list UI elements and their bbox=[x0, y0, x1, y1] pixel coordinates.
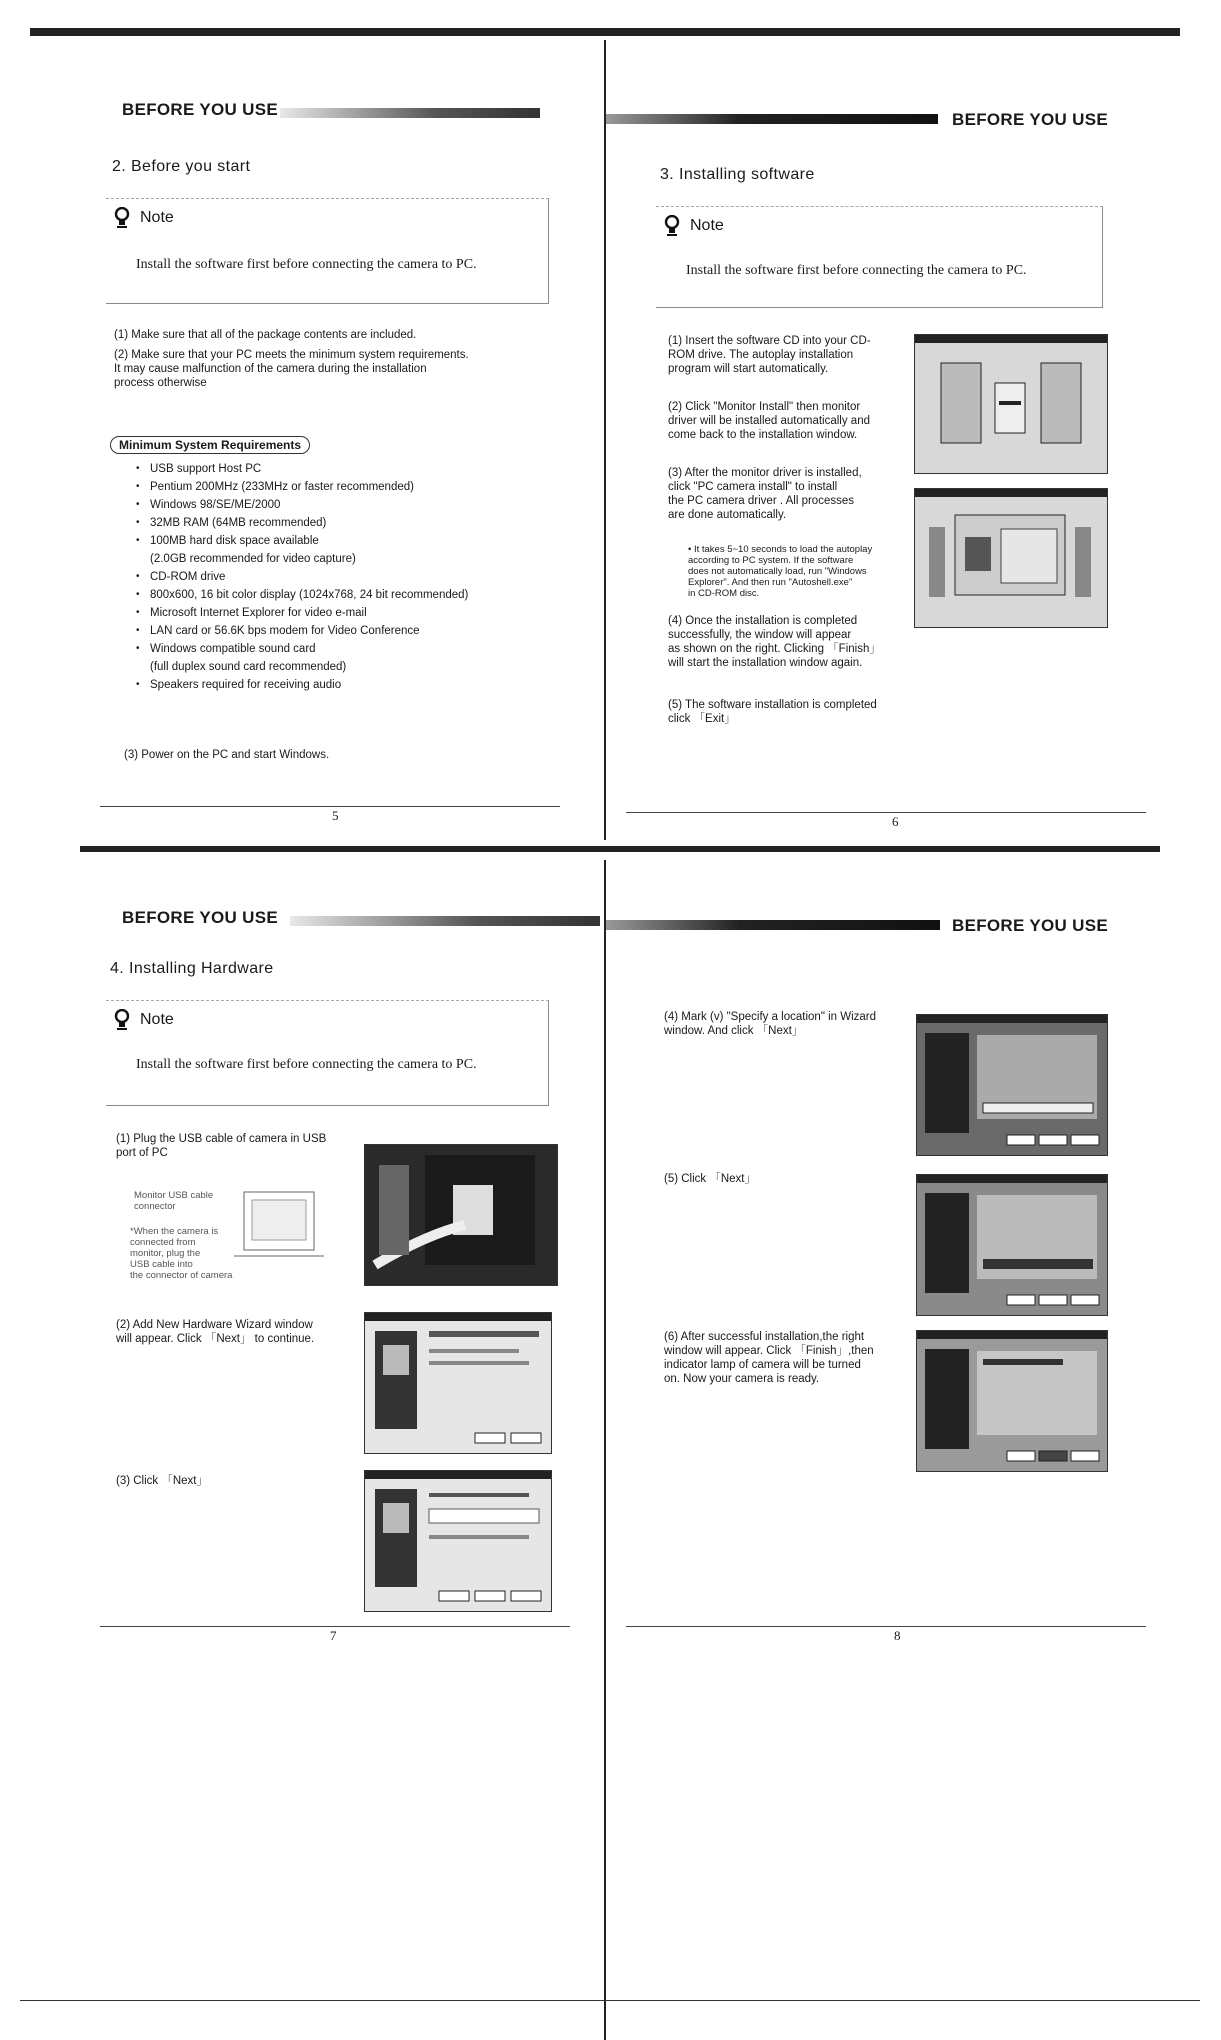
window-titlebar bbox=[915, 489, 1107, 497]
driver-found-screenshot bbox=[916, 1174, 1108, 1316]
page-bottom-line bbox=[20, 2000, 1200, 2001]
requirements-label: Minimum System Requirements bbox=[110, 436, 310, 454]
footer-rule bbox=[626, 812, 1146, 813]
header-bar bbox=[290, 916, 600, 926]
step-6: (6) After successful installation,the right window will appear. Click 「Finish」,then indicator lamp of camera will be turned on. Now your camera is ready. bbox=[664, 1331, 874, 1385]
usb-cable-photo bbox=[364, 1144, 558, 1286]
step-5: (5) The software installation is completed click 「Exit」 bbox=[668, 699, 877, 725]
window-titlebar bbox=[915, 335, 1107, 343]
lightbulb-icon bbox=[114, 1009, 130, 1031]
footer-rule bbox=[626, 1626, 1146, 1627]
step-3: (3) Click 「Next」 bbox=[116, 1475, 209, 1487]
step-2: (2) Make sure that your PC meets the minimum system requirements. It may cause malfunction of the camera during the installation process otherwise bbox=[114, 349, 469, 389]
install-finished-screenshot bbox=[916, 1330, 1108, 1472]
page-6 bbox=[606, 0, 1206, 840]
section-title: 4. Installing Hardware bbox=[110, 960, 274, 977]
step-5: (5) Click 「Next」 bbox=[664, 1173, 757, 1185]
usb-plug-photo bbox=[365, 1145, 557, 1285]
page-number: 8 bbox=[894, 1628, 901, 1643]
step-3: (3) Power on the PC and start Windows. bbox=[124, 749, 330, 761]
lightbulb-icon bbox=[664, 215, 680, 237]
wizard-illustration bbox=[365, 1321, 551, 1453]
note-label: Note bbox=[690, 217, 724, 234]
step-4: (4) Once the installation is completed successfully, the window will appear as shown on the right. Clicking 「Finish」 will start the installation window again. bbox=[668, 615, 881, 669]
page-header: BEFORE YOU USE bbox=[952, 110, 1108, 129]
list-item: • 800x600, 16 bit color display (1024x768, 24 bit recommended) bbox=[136, 586, 566, 604]
note-text: Install the software first before connecting the camera to PC. bbox=[136, 1057, 477, 1072]
diagram-label-connector: Monitor USB cable connector bbox=[134, 1190, 214, 1212]
step-3: (3) After the monitor driver is installed, click "PC camera install" to install the PC camera driver . All processes are done automatically. bbox=[668, 467, 862, 521]
note-heading bbox=[114, 207, 174, 229]
page-number: 5 bbox=[332, 808, 339, 823]
step-1: (1) Insert the software CD into your CD- ROM drive. The autoplay installation program will start automatically. bbox=[668, 335, 871, 375]
specify-location-screenshot bbox=[916, 1014, 1108, 1156]
page-7 bbox=[0, 860, 600, 2010]
lightbulb-icon bbox=[114, 207, 130, 229]
header-bar bbox=[280, 108, 540, 118]
step-4: (4) Mark (v) "Specify a location" in Wizard window. And click 「Next」 bbox=[664, 1011, 877, 1037]
footer-rule bbox=[100, 1626, 570, 1627]
install-finished-illustration bbox=[917, 1339, 1107, 1471]
step-2: (2) Click "Monitor Install" then monitor driver will be installed automatically and come back to the installation window. bbox=[668, 401, 870, 441]
section-title: 3. Installing software bbox=[660, 166, 815, 183]
page-5 bbox=[0, 0, 600, 840]
list-item: • 100MB hard disk space available (2.0GB recommended for video capture) bbox=[136, 532, 566, 568]
list-item: • 32MB RAM (64MB recommended) bbox=[136, 514, 566, 532]
note-heading bbox=[114, 1009, 174, 1031]
note-box bbox=[106, 1000, 549, 1106]
wizard-search-illustration bbox=[365, 1479, 551, 1611]
requirements-list bbox=[136, 460, 566, 694]
list-item: • LAN card or 56.6K bps modem for Video Conference bbox=[136, 622, 566, 640]
window-titlebar bbox=[365, 1313, 551, 1321]
footer-rule bbox=[100, 806, 560, 807]
list-item: • CD-ROM drive bbox=[136, 568, 566, 586]
installer-illustration bbox=[915, 497, 1107, 627]
autoplay-window-screenshot bbox=[914, 334, 1108, 474]
list-item: • Speakers required for receiving audio bbox=[136, 676, 566, 694]
autoplay-illustration bbox=[915, 343, 1107, 473]
header-bar bbox=[606, 114, 938, 124]
list-item: • Microsoft Internet Explorer for video e-mail bbox=[136, 604, 566, 622]
monitor-usb-diagram bbox=[224, 1186, 334, 1266]
window-titlebar bbox=[917, 1175, 1107, 1183]
step-1: (1) Plug the USB cable of camera in USB port of PC bbox=[116, 1133, 327, 1159]
diagram-label-note: *When the camera is connected from monitor, plug the USB cable into the connector of camera bbox=[130, 1226, 233, 1281]
driver-found-illustration bbox=[917, 1183, 1107, 1315]
window-titlebar bbox=[917, 1331, 1107, 1339]
list-item: • Pentium 200MHz (233MHz or faster recommended) bbox=[136, 478, 566, 496]
window-titlebar bbox=[917, 1015, 1107, 1023]
installer-window-screenshot bbox=[914, 488, 1108, 628]
note-box bbox=[656, 206, 1103, 308]
middle-scan-edge bbox=[80, 846, 1160, 852]
tip-note: • It takes 5~10 seconds to load the autoplay according to PC system. If the software does not automatically load, run "Windows Explorer". And then run "Autoshell.exe" in CD-ROM disc. bbox=[688, 544, 873, 599]
page-number: 7 bbox=[330, 1628, 337, 1643]
page-header: BEFORE YOU USE bbox=[122, 908, 278, 927]
list-item: • USB support Host PC bbox=[136, 460, 566, 478]
specify-location-illustration bbox=[917, 1023, 1107, 1155]
list-item: • Windows 98/SE/ME/2000 bbox=[136, 496, 566, 514]
page-number: 6 bbox=[892, 814, 899, 829]
header-bar bbox=[606, 920, 940, 930]
note-text: Install the software first before connecting the camera to PC. bbox=[136, 257, 477, 272]
note-label: Note bbox=[140, 1011, 174, 1028]
note-box bbox=[106, 198, 549, 304]
window-titlebar bbox=[365, 1471, 551, 1479]
note-heading bbox=[664, 215, 724, 237]
step-1: (1) Make sure that all of the package contents are included. bbox=[114, 329, 417, 341]
wizard-search-screenshot bbox=[364, 1470, 552, 1612]
page-header: BEFORE YOU USE bbox=[122, 100, 278, 119]
list-item: • Windows compatible sound card (full duplex sound card recommended) bbox=[136, 640, 566, 676]
add-hardware-wizard-screenshot bbox=[364, 1312, 552, 1454]
note-text: Install the software first before connecting the camera to PC. bbox=[686, 263, 1027, 278]
note-label: Note bbox=[140, 209, 174, 226]
page-8 bbox=[606, 860, 1206, 2010]
step-2: (2) Add New Hardware Wizard window will appear. Click 「Next」 to continue. bbox=[116, 1319, 315, 1345]
section-title: 2. Before you start bbox=[112, 158, 251, 175]
page-header: BEFORE YOU USE bbox=[952, 916, 1108, 935]
